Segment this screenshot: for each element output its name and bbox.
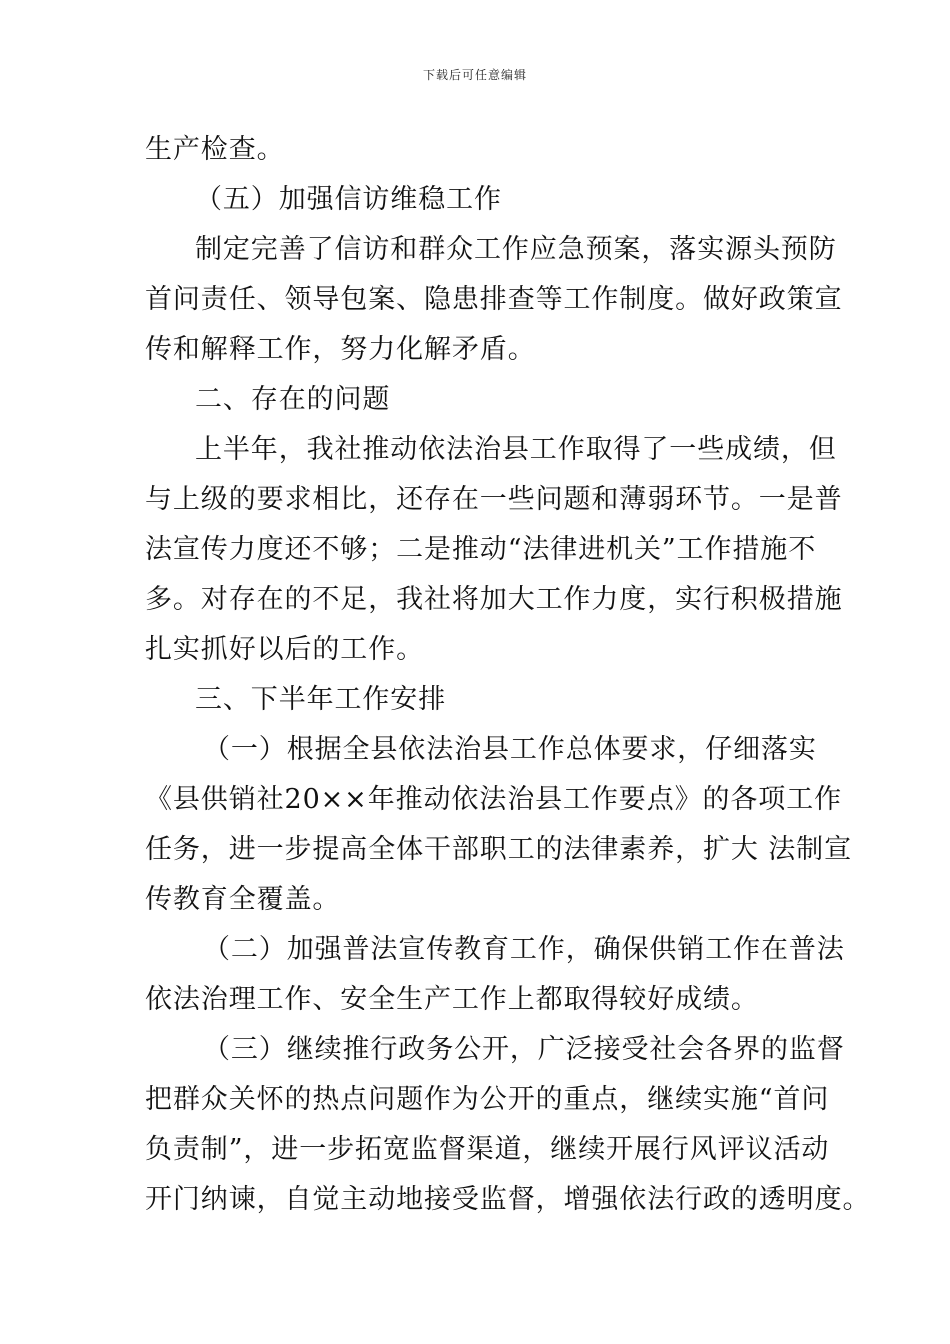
text-line: （三）继续推行政务公开，广泛接受社会各界的监督: [203, 1034, 845, 1065]
text-line: （二）加强普法宣传教育工作，确保供销工作在普法: [203, 934, 845, 965]
text-line: 把群众关怀的热点问题作为公开的重点，继续实施“首问: [145, 1084, 830, 1115]
text-line: 传教育全覆盖。: [145, 884, 341, 915]
text-line: 上半年，我社推动依法治县工作取得了一些成绩，但: [195, 434, 837, 465]
text-line: 依法治理工作、安全生产工作上都取得较好成绩。: [145, 984, 759, 1015]
document-body: [145, 125, 871, 1225]
text-line: 负责制”，进一步拓宽监督渠道，继续开展行风评议活动: [145, 1134, 830, 1165]
text-line: 制定完善了信访和群众工作应急预案，落实源头预防: [195, 234, 837, 265]
text-line: 与上级的要求相比，还存在一些问题和薄弱环节。一是普: [145, 484, 843, 515]
page-header: 下载后可任意编辑: [422, 68, 527, 82]
text-line: 任务，进一步提高全体干部职工的法律素养，扩大 法制宣: [145, 834, 852, 865]
section-heading: 三、下半年工作安排: [195, 684, 447, 715]
text-line: 法宣传力度还不够；二是推动“法律进机关”工作措施不: [145, 534, 817, 565]
text-line: 生产检查。: [145, 134, 285, 165]
text-line: 首问责任、领导包案、隐患排查等工作制度。做好政策宣: [145, 284, 843, 315]
text-line: 扎实抓好以后的工作。: [145, 634, 424, 665]
text-line: 多。对存在的不足，我社将加大工作力度，实行积极措施: [145, 584, 843, 615]
text-line: （一）根据全县依法治县工作总体要求，仔细落实: [203, 734, 817, 765]
text-line: 《县供销社20××年推动依法治县工作要点》的各项工作: [145, 784, 843, 815]
text-line: 传和解释工作，努力化解矛盾。: [145, 334, 536, 365]
section-heading: 二、存在的问题: [195, 384, 391, 415]
section-heading: （五）加强信访维稳工作: [195, 184, 502, 215]
text-line: 开门纳谏，自觉主动地接受监督，增强依法行政的透明度。: [145, 1184, 871, 1215]
